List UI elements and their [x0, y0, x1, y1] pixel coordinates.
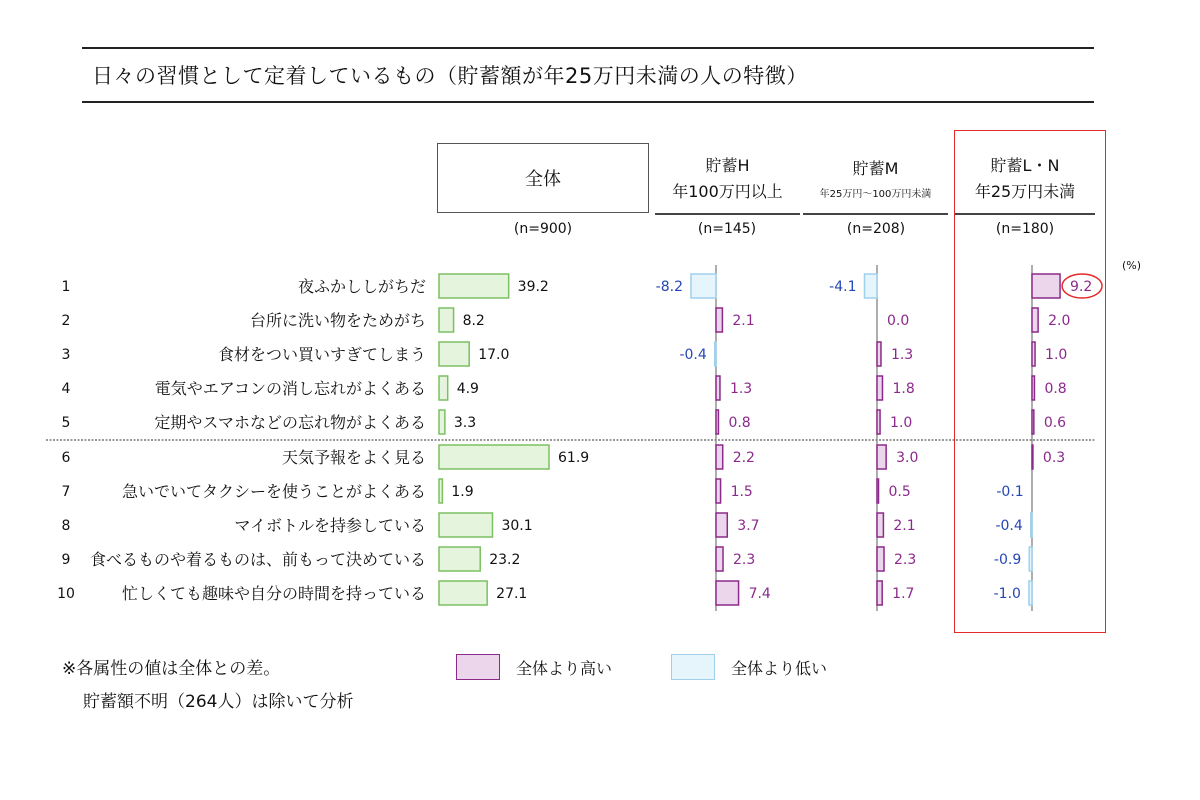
data-label-savings-ln: -0.4: [995, 518, 1023, 534]
data-label-savings-m: 3.0: [896, 450, 919, 466]
data-label-savings-h: 3.7: [737, 518, 760, 534]
header-savings-ln-name: 貯蓄L・N: [990, 156, 1060, 175]
data-label-savings-m: -4.1: [829, 279, 857, 295]
data-label-savings-ln: -0.1: [996, 484, 1024, 500]
data-label-savings-m: 2.1: [893, 518, 916, 534]
data-label-total: 39.2: [517, 279, 549, 295]
rank-number: 7: [61, 484, 71, 500]
bar-savings-h: [691, 274, 716, 298]
bar-savings-ln: [1029, 547, 1032, 571]
category-label: 定期やスマホなどの忘れ物がよくある: [154, 413, 426, 432]
data-label-savings-ln: 0.8: [1044, 381, 1067, 397]
data-label-savings-h: 7.4: [748, 586, 771, 602]
bar-savings-h: [715, 342, 716, 366]
category-label: マイボトルを持参している: [234, 516, 426, 535]
bar-savings-ln: [1032, 376, 1034, 400]
legend-higher-swatch: [456, 654, 500, 680]
data-label-total: 61.9: [558, 450, 590, 466]
bar-savings-ln: [1032, 410, 1034, 434]
category-label: 台所に洗い物をためがち: [249, 311, 426, 330]
chart-title: 日々の習慣として定着しているもの（貯蓄額が年25万円未満の人の特徴）: [92, 64, 808, 88]
data-label-total: 8.2: [462, 313, 485, 329]
header-savings-m-name: 貯蓄M: [852, 159, 899, 178]
data-label-savings-ln: 0.3: [1042, 450, 1066, 466]
data-label-savings-ln: -1.0: [993, 586, 1021, 602]
bar-total: [439, 547, 480, 571]
bar-savings-m: [864, 274, 877, 298]
bar-savings-h: [716, 308, 722, 332]
note-line1: ※各属性の値は全体との差。: [62, 659, 281, 679]
note-line2: 貯蓄額不明（264人）は除いて分析: [83, 692, 354, 712]
legend-higher-label: 全体より高い: [516, 658, 613, 678]
bar-total: [439, 513, 492, 537]
data-label-total: 23.2: [489, 552, 521, 568]
bar-savings-ln: [1032, 342, 1035, 366]
bar-total: [439, 445, 549, 469]
header-total-label: 全体: [525, 169, 561, 190]
bar-total: [439, 581, 487, 605]
data-label-total: 17.0: [478, 347, 510, 363]
data-label-total: 30.1: [501, 518, 533, 534]
data-label-total: 4.9: [456, 381, 479, 397]
rank-number: 6: [61, 450, 71, 466]
data-label-savings-ln: 2.0: [1048, 313, 1071, 329]
data-label-savings-m: 1.8: [892, 381, 915, 397]
data-label-savings-m: 1.7: [892, 586, 915, 602]
data-label-savings-ln: 9.2: [1070, 279, 1093, 295]
bar-total: [439, 274, 509, 298]
bar-savings-m: [877, 342, 881, 366]
bar-savings-ln: [1029, 581, 1032, 605]
bar-total: [439, 342, 469, 366]
n-total: (n=900): [513, 221, 573, 237]
data-label-savings-m: 1.3: [890, 347, 914, 363]
data-label-total: 3.3: [453, 415, 477, 431]
data-label-total: 1.9: [451, 484, 474, 500]
rank-number: 1: [61, 279, 71, 295]
bar-savings-m: [877, 547, 884, 571]
bar-total: [439, 410, 445, 434]
category-label: 電気やエアコンの消し忘れがよくある: [154, 379, 426, 398]
bar-total: [439, 479, 442, 503]
bar-savings-ln: [1032, 308, 1038, 332]
bar-savings-ln: [1032, 445, 1033, 469]
legend-higher: [456, 654, 612, 680]
data-label-savings-h: 1.3: [729, 381, 753, 397]
legend-lower-label: 全体より低い: [731, 658, 828, 678]
data-label-total: 27.1: [496, 586, 528, 602]
data-label-savings-h: 2.3: [733, 552, 756, 568]
bar-savings-m: [877, 445, 886, 469]
bar-savings-h: [716, 479, 721, 503]
category-label: 急いでいてタクシーを使うことがよくある: [121, 482, 426, 501]
legend-lower: [671, 654, 827, 680]
bar-total: [439, 376, 448, 400]
bar-savings-h: [716, 445, 723, 469]
bar-savings-m: [877, 376, 882, 400]
data-label-savings-ln: 1.0: [1045, 347, 1068, 363]
rank-number: 9: [61, 552, 71, 568]
bar-savings-m: [877, 581, 882, 605]
category-label: 夜ふかししがちだ: [297, 277, 426, 296]
bar-total: [439, 308, 454, 332]
header-savings-m-sub: 年25万円〜100万円未満: [819, 189, 932, 200]
legend-lower-swatch: [671, 654, 715, 680]
n-savings-m: (n=208): [846, 221, 906, 237]
data-label-savings-m: 0.5: [888, 484, 911, 500]
unit-label: (%): [1122, 259, 1142, 272]
bar-savings-ln: [1031, 513, 1032, 537]
bar-savings-h: [716, 513, 727, 537]
data-label-savings-m: 1.0: [890, 415, 913, 431]
bar-savings-m: [877, 479, 879, 503]
rank-number: 10: [57, 586, 75, 602]
data-label-savings-h: 1.5: [730, 484, 753, 500]
header-savings-h-name: 貯蓄H: [705, 156, 750, 175]
category-label: 忙しくても趣味や自分の時間を持っている: [121, 584, 426, 603]
data-label-savings-m: 2.3: [894, 552, 917, 568]
n-savings-h: (n=145): [697, 221, 757, 237]
header-savings-ln-sub: 年25万円未満: [974, 182, 1076, 201]
bar-savings-h: [716, 581, 739, 605]
rank-number: 3: [61, 347, 71, 363]
rank-number: 2: [61, 313, 71, 329]
bar-savings-m: [877, 513, 883, 537]
bar-savings-ln: [1032, 274, 1060, 298]
bar-savings-h: [716, 376, 720, 400]
data-label-savings-h: 2.2: [732, 450, 755, 466]
header-savings-h-sub: 年100万円以上: [672, 182, 783, 201]
data-label-savings-ln: -0.9: [993, 552, 1022, 568]
rank-number: 8: [61, 518, 71, 534]
data-label-savings-h: -8.2: [655, 279, 683, 295]
category-label: 食べるものや着るものは、前もって決めている: [89, 550, 426, 569]
data-label-savings-m: 0.0: [887, 313, 910, 329]
bar-savings-h: [716, 547, 723, 571]
data-label-savings-ln: 0.6: [1043, 415, 1067, 431]
bar-savings-h: [716, 410, 718, 434]
rank-number: 4: [61, 381, 71, 397]
rank-number: 5: [61, 415, 71, 431]
category-label: 天気予報をよく見る: [281, 448, 426, 467]
data-label-savings-h: -0.4: [679, 347, 707, 363]
n-savings-ln: (n=180): [995, 221, 1055, 237]
data-label-savings-h: 2.1: [732, 313, 755, 329]
category-label: 食材をつい買いすぎてしまう: [217, 345, 426, 364]
data-label-savings-h: 0.8: [728, 415, 751, 431]
bar-savings-m: [877, 410, 880, 434]
